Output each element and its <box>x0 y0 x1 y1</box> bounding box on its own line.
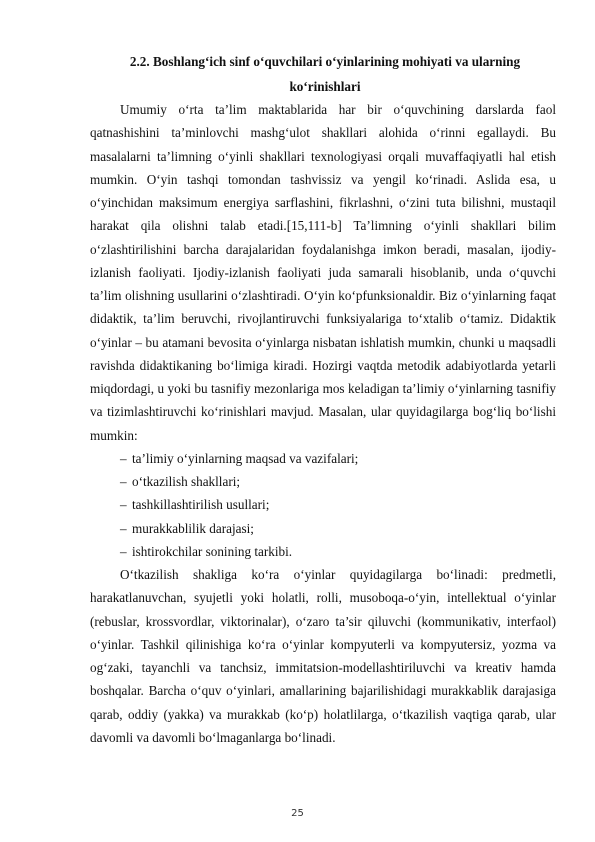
list-item <box>90 540 556 563</box>
list-marker: – <box>120 474 127 489</box>
section-heading-line-1: 2.2. Boshlang‘ich sinf o‘quvchilari o‘yinlarining mohiyati va ularning <box>129 54 521 69</box>
paragraph-1: Umumiy o‘rta ta’lim maktablarida har bir o‘quvchining darslarda faol qatnashishini ta’minlovchi mashg‘ulot shakllari alohida o‘rinni egallaydi. Bu masalalarni ta’limning o‘yinli shakllari texnologiyasi orqali muvaffaqiyatli hal etish mumkin. O‘yin tashqi tomondan tashvissiz va yengil ko‘rinadi. Aslida esa, u o‘yinchidan maksimum energiya sarflashini, fikrlashni, o‘zini tuta bilishni, mustaqil harakat qila olishni talab etadi.[15,111-b] Ta’limning o‘yinli shakllari bilim o‘zlashtirilishini barcha darajalaridan foydalanishga imkon beradi, masalan, ijodiy-izlanish faoliyati. Ijodiy-izlanish faoliyati juda samarali hisoblanib, unda o‘quvchi ta’lim olishning usullarini o‘zlashtiradi. O‘yin ko‘pfunksionaldir. Biz o‘yinlarning faqat didaktik, ta’lim beruvchi, rivojlantiruvchi funksiyalariga to‘xtalib o‘tamiz. Didaktik o‘yinlar – bu atamani bevosita o‘yinlarga nisbatan ishlatish mumkin, chunki u maqsadli ravishda didaktikaning bo‘limiga kiradi. Hozirgi vaqtda metodik adabiyotlarda yetarli miqdordagi, u yoki bu tasnifiy mezonlariga mos keladigan ta’limiy o‘yinlarning tasnifiy va tizimlashtiruvchi ko‘rinishlari mavjud. Masalan, ular quyidagilarga bog‘liq bo‘lishi mumkin: <box>90 102 556 443</box>
list-item-text: o‘tkazilish shakllari; <box>132 474 241 489</box>
list-item-text: ishtirokchilar sonining tarkibi. <box>132 543 293 559</box>
section-heading-line-2: ko‘rinishlari <box>289 79 361 94</box>
paragraph-2: O‘tkazilish shakliga ko‘ra o‘yinlar quyidagilarga bo‘linadi: predmetli, harakatlanuvchan, syujetli yoki holatli, rolli, musoboqa-o‘yin, intellektual o‘yinlar (rebuslar, krossvordlar, viktorinalar), o‘zaro ta’sir qiluvchi (kommunikativ, interfaol) o‘yinlar. Tashkil qilinishiga ko‘ra o‘yinlar kompyuterli va kompyutersiz, yozma va og‘zaki, tayanchli va tanchsiz, immitatsion-modellashtiriluvchi va kreativ hamda boshqalar. Barcha o‘quv o‘yinlari, amallarining bajarilishidagi murakkablik darajasiga qarab, oddiy (yakka) va murakkab (ko‘p) holatlilarga, o‘tkazilish vaqtiga qarab, ular davomli va davomli bo‘lmaganlarga bo‘linadi. <box>90 567 556 745</box>
list-item-text: tashkillashtirilish usullari; <box>132 497 270 513</box>
body-text <box>90 98 556 749</box>
list-marker: – <box>120 520 127 536</box>
classification-list <box>90 447 556 563</box>
list-marker: – <box>120 497 127 513</box>
list-item-text: ta’limiy o‘yinlarning maqsad va vazifalari; <box>132 450 359 466</box>
list-item <box>90 470 556 493</box>
page-number: 25 <box>291 808 304 819</box>
list-marker: – <box>120 543 127 559</box>
list-item <box>90 447 556 470</box>
list-item <box>90 517 556 540</box>
list-item-text: murakkablilik darajasi; <box>132 520 254 536</box>
list-item <box>90 493 556 516</box>
list-marker: – <box>120 450 127 466</box>
